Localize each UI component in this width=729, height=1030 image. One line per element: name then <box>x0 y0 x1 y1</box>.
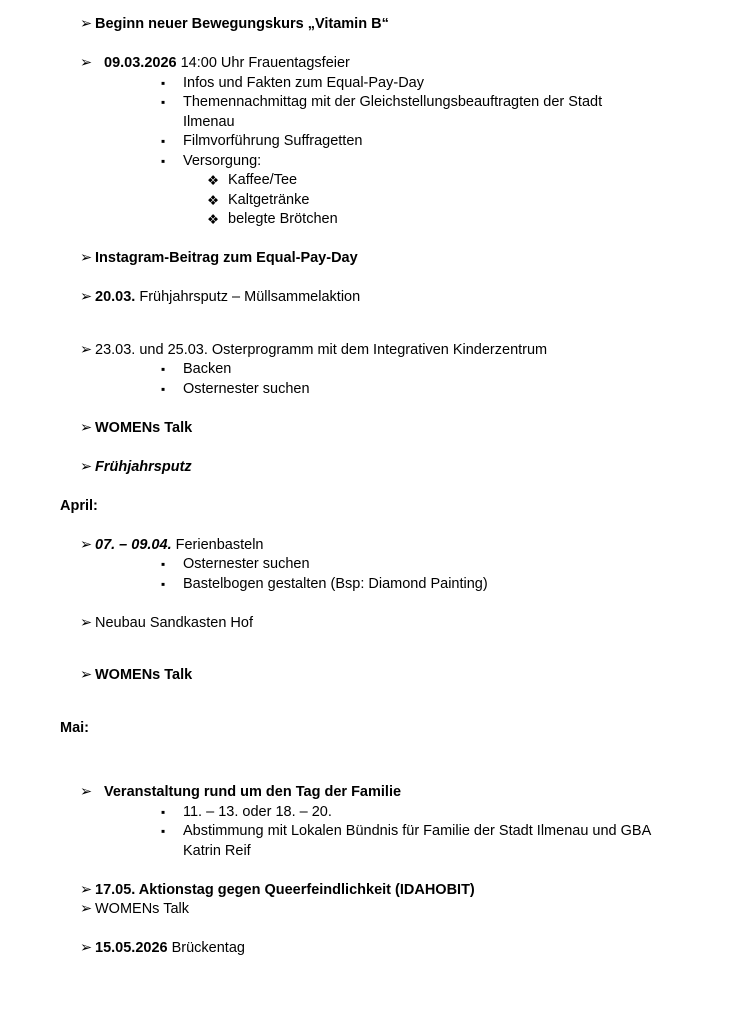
item-date: 20.03. <box>95 289 136 305</box>
list-item <box>0 803 729 823</box>
list-item <box>0 191 729 211</box>
list-item <box>0 666 729 686</box>
item-text: Bastelbogen gestalten (Bsp: Diamond Painting) <box>183 575 488 592</box>
item-text: Kaffee/Tee <box>228 172 298 188</box>
item-text: 07. – 09.04. Ferienbasteln <box>95 536 264 553</box>
list-item <box>0 74 729 94</box>
arrow-bullet-icon: ➢ <box>80 536 93 553</box>
event-list <box>0 15 729 959</box>
list-item <box>0 132 729 152</box>
item-text: Abstimmung mit Lokalen Bündnis für Familie der Stadt Ilmenau und GBA Katrin Reif <box>183 823 651 859</box>
list-item <box>0 555 729 575</box>
item-text: 09.03.2026 14:00 Uhr Frauentagsfeier <box>104 55 350 71</box>
list-item <box>0 210 729 230</box>
arrow-bullet-icon: ➢ <box>80 614 93 631</box>
list-item <box>0 536 729 556</box>
square-bullet-icon: ▪ <box>161 134 166 148</box>
item-date: 09.03.2026 <box>104 55 177 71</box>
item-text: 17.05. Aktionstag gegen Queerfeindlichkeit (IDAHOBIT) <box>95 881 475 898</box>
square-bullet-icon: ▪ <box>161 576 166 591</box>
list-item <box>0 419 729 439</box>
item-text: WOMENs Talk <box>95 667 193 684</box>
arrow-bullet-icon: ➢ <box>80 667 93 684</box>
item-text: Frühjahrsputz <box>95 458 192 475</box>
item-text: Instagram-Beitrag zum Equal-Pay-Day <box>95 250 358 266</box>
item-text: 23.03. und 25.03. Osterprogramm mit dem Integrativen Kinderzentrum <box>95 341 548 358</box>
item-date: 07. – 09.04. <box>95 536 172 553</box>
list-item <box>0 900 729 920</box>
item-text: Infos und Fakten zum Equal-Pay-Day <box>183 74 424 91</box>
item-text: Kaltgetränke <box>228 191 310 208</box>
item-text: Themennachmittag mit der Gleichstellungsbeauftragten der Stadt Ilmenau <box>183 94 603 130</box>
diamond-bullet-icon: ❖ <box>207 192 220 208</box>
month-heading <box>0 719 729 739</box>
item-text: April: <box>60 497 98 514</box>
item-date: 15.05.2026 <box>95 940 168 957</box>
list-item <box>0 822 729 861</box>
item-text: Filmvorführung Suffragetten <box>183 133 363 149</box>
arrow-bullet-icon: ➢ <box>80 458 93 475</box>
square-bullet-icon: ▪ <box>161 153 166 168</box>
list-item <box>0 341 729 361</box>
list-item <box>0 881 729 901</box>
item-text: Neubau Sandkasten Hof <box>95 614 253 631</box>
arrow-bullet-icon: ➢ <box>80 16 93 32</box>
item-text: Versorgung: <box>183 152 262 169</box>
arrow-bullet-icon: ➢ <box>80 289 93 305</box>
list-item <box>0 152 729 172</box>
item-text: WOMENs Talk <box>95 419 193 436</box>
list-item <box>0 614 729 634</box>
list-item <box>0 575 729 595</box>
item-text: Osternester suchen <box>183 380 310 397</box>
list-item <box>0 783 729 803</box>
item-text: 20.03. Frühjahrsputz – Müllsammelaktion <box>95 289 361 305</box>
square-bullet-icon: ▪ <box>161 804 166 819</box>
item-text: Beginn neuer Bewegungskurs „Vitamin B“ <box>95 16 389 32</box>
list-item <box>0 93 729 132</box>
square-bullet-icon: ▪ <box>161 362 166 377</box>
arrow-bullet-icon: ➢ <box>80 901 93 918</box>
item-text: 11. – 13. oder 18. – 20. <box>183 803 332 820</box>
list-item <box>0 15 729 35</box>
arrow-bullet-icon: ➢ <box>80 881 93 898</box>
arrow-bullet-icon: ➢ <box>80 341 93 358</box>
square-bullet-icon: ▪ <box>161 75 166 90</box>
item-text: Osternester suchen <box>183 556 310 573</box>
item-text: 15.05.2026 Brückentag <box>95 940 245 957</box>
list-item <box>0 380 729 400</box>
list-item <box>0 939 729 959</box>
list-item <box>0 171 729 191</box>
list-item <box>0 458 729 478</box>
arrow-bullet-icon: ➢ <box>80 940 93 957</box>
diamond-bullet-icon: ❖ <box>207 212 220 227</box>
item-text: belegte Brötchen <box>228 211 338 227</box>
item-text: Veranstaltung rund um den Tag der Familie <box>104 784 402 801</box>
list-item <box>0 288 729 308</box>
month-heading <box>0 497 729 517</box>
list-item <box>0 249 729 269</box>
square-bullet-icon: ▪ <box>161 95 166 109</box>
list-item <box>0 54 729 74</box>
item-text: WOMENs Talk <box>95 901 189 918</box>
arrow-bullet-icon: ➢ <box>80 784 93 801</box>
arrow-bullet-icon: ➢ <box>80 55 93 71</box>
list-item <box>0 360 729 380</box>
diamond-bullet-icon: ❖ <box>207 173 220 188</box>
item-text: Mai: <box>60 719 89 736</box>
square-bullet-icon: ▪ <box>161 381 166 396</box>
square-bullet-icon: ▪ <box>161 824 166 839</box>
item-text: Backen <box>183 361 232 378</box>
square-bullet-icon: ▪ <box>161 557 166 572</box>
arrow-bullet-icon: ➢ <box>80 250 93 266</box>
arrow-bullet-icon: ➢ <box>80 419 93 436</box>
